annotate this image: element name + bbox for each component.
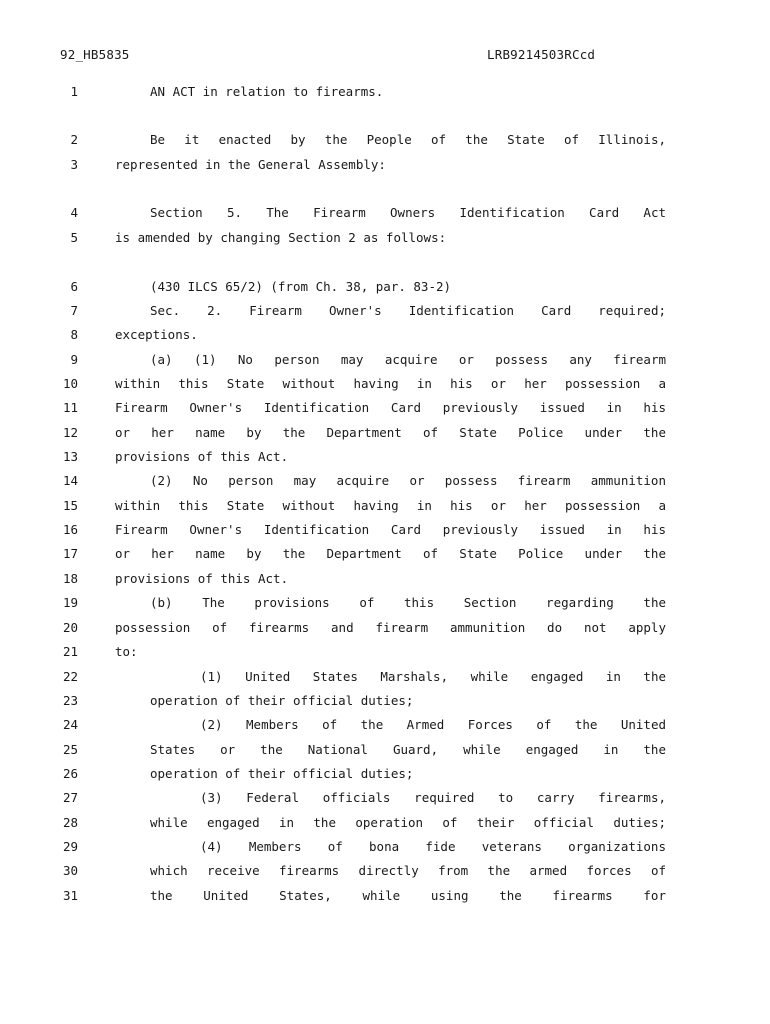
document-line — [0, 327, 770, 351]
document-line — [0, 863, 770, 887]
line-text: AN ACT in relation to firearms. — [150, 84, 384, 99]
line-text: (430 ILCS 65/2) (from Ch. 38, par. 83-2) — [150, 279, 452, 294]
line-text: provisions of this Act. — [115, 571, 289, 586]
line-number: 23 — [62, 693, 78, 708]
line-number: 19 — [62, 595, 78, 610]
line-number: 28 — [62, 815, 78, 830]
document-line — [0, 352, 770, 376]
line-text: (4) Members of bona fide veterans organizations — [200, 839, 666, 854]
document-line — [0, 595, 770, 619]
line-number: 13 — [62, 449, 78, 464]
line-text: is amended by changing Section 2 as follows: — [115, 230, 447, 245]
line-text: within this State without having in his or her possession a — [115, 498, 666, 513]
line-number: 5 — [70, 230, 78, 245]
document-line — [0, 669, 770, 693]
line-number: 18 — [62, 571, 78, 586]
document-line — [0, 279, 770, 303]
line-text: possession of firearms and firearm ammunition do not apply — [115, 620, 666, 635]
document-line — [0, 620, 770, 644]
document-line — [0, 425, 770, 449]
line-text: (2) Members of the Armed Forces of the United — [200, 717, 666, 732]
line-text: or her name by the Department of State Police under the — [115, 546, 666, 561]
line-text: operation of their official duties; — [150, 766, 414, 781]
document-line — [0, 132, 770, 156]
line-number: 7 — [70, 303, 78, 318]
line-text: (a) (1) No person may acquire or possess any firearm — [150, 352, 666, 367]
line-number: 29 — [62, 839, 78, 854]
line-number: 8 — [70, 327, 78, 342]
line-number: 12 — [62, 425, 78, 440]
document-line — [0, 717, 770, 741]
line-text: (3) Federal officials required to carry firearms, — [200, 790, 666, 805]
line-text: exceptions. — [115, 327, 198, 342]
line-text: or her name by the Department of State Police under the — [115, 425, 666, 440]
document-line — [0, 303, 770, 327]
document-line — [0, 546, 770, 570]
line-number: 6 — [70, 279, 78, 294]
line-text: Be it enacted by the People of the State of Illinois, — [150, 132, 666, 147]
document-line — [0, 449, 770, 473]
document-line — [0, 522, 770, 546]
line-number: 10 — [62, 376, 78, 391]
document-line — [0, 400, 770, 424]
line-text: within this State without having in his or her possession a — [115, 376, 666, 391]
line-text: Firearm Owner's Identification Card previously issued in his — [115, 522, 666, 537]
line-number: 27 — [62, 790, 78, 805]
document-line — [0, 693, 770, 717]
lrb-number: LRB9214503RCcd — [487, 47, 596, 62]
line-number: 21 — [62, 644, 78, 659]
line-text: Firearm Owner's Identification Card previously issued in his — [115, 400, 666, 415]
document-line — [0, 766, 770, 790]
document-line — [0, 473, 770, 497]
line-number: 22 — [62, 669, 78, 684]
line-text: Section 5. The Firearm Owners Identification Card Act — [150, 205, 666, 220]
line-number: 1 — [70, 84, 78, 99]
document-line — [0, 376, 770, 400]
document-line — [0, 157, 770, 181]
line-number: 30 — [62, 863, 78, 878]
line-text: the United States, while using the firearms for — [150, 888, 666, 903]
line-text: represented in the General Assembly: — [115, 157, 386, 172]
line-text: which receive firearms directly from the armed forces of — [150, 863, 666, 878]
line-text: to: — [115, 644, 138, 659]
document-line — [0, 888, 770, 912]
document-line — [0, 644, 770, 668]
line-number: 26 — [62, 766, 78, 781]
document-line — [0, 84, 770, 108]
document-line — [0, 742, 770, 766]
document-line — [0, 815, 770, 839]
document-line — [0, 571, 770, 595]
line-number: 16 — [62, 522, 78, 537]
document-line — [0, 839, 770, 863]
line-text: (2) No person may acquire or possess firearm ammunition — [150, 473, 666, 488]
line-number: 17 — [62, 546, 78, 561]
document-line — [0, 205, 770, 229]
line-text: provisions of this Act. — [115, 449, 289, 464]
line-number: 11 — [62, 400, 78, 415]
document-line — [0, 790, 770, 814]
line-text: (1) United States Marshals, while engaged in the — [200, 669, 666, 684]
line-text: (b) The provisions of this Section regarding the — [150, 595, 666, 610]
line-number: 14 — [62, 473, 78, 488]
line-number: 24 — [62, 717, 78, 732]
line-number: 15 — [62, 498, 78, 513]
line-text: while engaged in the operation of their official duties; — [150, 815, 666, 830]
bill-number: 92_HB5835 — [60, 47, 130, 62]
line-number: 25 — [62, 742, 78, 757]
document-line — [0, 498, 770, 522]
line-number: 20 — [62, 620, 78, 635]
line-number: 9 — [70, 352, 78, 367]
line-number: 2 — [70, 132, 78, 147]
line-number: 3 — [70, 157, 78, 172]
line-number: 4 — [70, 205, 78, 220]
line-text: States or the National Guard, while engaged in the — [150, 742, 666, 757]
document-line — [0, 230, 770, 254]
line-text: operation of their official duties; — [150, 693, 414, 708]
line-text: Sec. 2. Firearm Owner's Identification Card required; — [150, 303, 666, 318]
line-number: 31 — [62, 888, 78, 903]
